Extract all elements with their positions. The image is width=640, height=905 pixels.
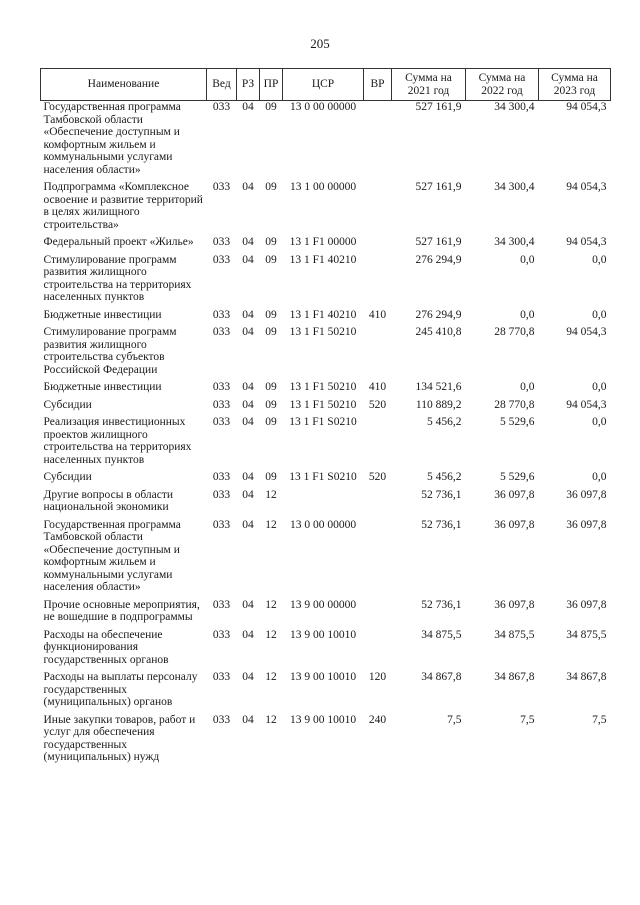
row-sum-2021: 110 889,2 [415,398,462,411]
table-row [41,181,611,236]
row-vr [364,489,392,519]
row-sum-2022: 7,5 [520,713,535,726]
row-pr: 09 [265,101,277,113]
row-rz: 04 [242,518,254,531]
row-sum-2023: 36 097,8 [566,488,607,501]
row-sum-2022: 5 529,6 [500,416,535,428]
row-rz: 04 [242,101,254,113]
row-vr: 410 [368,308,387,321]
row-pr: 09 [265,181,277,193]
table-row [41,714,611,769]
row-csr: 13 1 00 00000 [289,181,357,193]
row-sum-2021: 276 294,9 [415,253,462,266]
row-ved: 033 [212,381,231,393]
row-pr: 09 [265,253,277,266]
row-vr [364,519,392,599]
row-name: Стимулирование программ развития жилищного строительства на территориях населенных пунктов [43,253,192,303]
row-vr [364,416,392,471]
row-sum-2022: 36 097,8 [494,518,535,531]
row-ved: 033 [212,713,231,726]
row-sum-2023: 0,0 [592,381,607,393]
table-row [41,309,611,327]
row-csr: 13 9 00 10010 [289,713,357,726]
row-ved: 033 [212,416,231,428]
row-pr: 12 [265,598,277,611]
row-rz: 04 [242,308,254,321]
row-sum-2023: 0,0 [592,308,607,321]
row-sum-2023: 7,5 [592,713,607,726]
row-pr: 12 [265,713,277,726]
row-vr: 240 [368,713,387,726]
row-sum-2023: 94 054,3 [566,181,607,193]
row-csr: 13 1 F1 00000 [289,236,357,248]
row-vr [364,599,392,629]
row-ved: 033 [212,471,231,483]
row-sum-2021: 7,5 [447,713,462,726]
row-ved: 033 [212,488,231,501]
row-sum-2022: 34 300,4 [494,236,535,248]
row-pr: 12 [265,671,277,683]
row-sum-2022: 36 097,8 [494,598,535,611]
row-name: Прочие основные мероприятия, не вошедшие в подпрограммы [43,598,200,623]
row-ved: 033 [212,236,231,248]
row-name: Бюджетные инвестиции [43,381,162,393]
row-sum-2023: 0,0 [592,471,607,483]
row-pr: 09 [265,398,277,411]
header-vr: ВР [364,69,392,101]
row-rz: 04 [242,381,254,393]
row-name: Субсидии [43,471,92,483]
row-vr [364,236,392,254]
row-rz: 04 [242,416,254,428]
table-row [41,471,611,489]
row-vr [364,254,392,309]
row-name: Расходы на обеспечение функционирования государственных органов [43,628,169,666]
header-ved: Вед [207,69,237,101]
row-rz: 04 [242,398,254,411]
row-sum-2021: 52 736,1 [421,598,462,611]
row-ved: 033 [212,671,231,683]
row-name: Государственная программа Тамбовской области «Обеспечение доступным и комфортным жильем и коммунальными услугами населения области» [43,518,181,593]
table-header [41,69,611,101]
table-row [41,254,611,309]
table-row [41,416,611,471]
row-pr: 12 [265,518,277,531]
header-sum-2022: Сумма на 2022 год [466,69,539,101]
row-csr: 13 9 00 00000 [289,598,357,611]
row-csr: 13 0 00 00000 [289,101,357,113]
table-row [41,101,611,182]
table-row [41,671,611,714]
budget-table [40,68,611,769]
row-name: Подпрограмма «Комплексное освоение и развитие территорий в целях жилищного строительства» [43,181,203,231]
row-vr [364,101,392,182]
row-sum-2023: 94 054,3 [566,236,607,248]
row-ved: 033 [212,628,231,641]
header-name: Наименование [41,69,207,101]
header-pr: ПР [260,69,283,101]
row-csr: 13 1 F1 S0210 [289,471,357,483]
row-sum-2022: 0,0 [520,253,535,266]
row-ved: 033 [212,308,231,321]
row-sum-2023: 36 097,8 [566,518,607,531]
row-pr: 12 [265,488,277,501]
row-vr [364,326,392,381]
row-vr: 520 [368,471,387,483]
row-ved: 033 [212,181,231,193]
row-sum-2022: 0,0 [520,381,535,393]
row-rz: 04 [242,236,254,248]
header-rz: РЗ [237,69,260,101]
table-row [41,381,611,399]
row-vr [364,629,392,672]
row-rz: 04 [242,713,254,726]
row-sum-2023: 94 054,3 [566,398,607,411]
row-name: Реализация инвестиционных проектов жилищного строительства на территориях населенных пунктов [43,416,192,466]
row-vr: 120 [368,671,387,683]
row-sum-2021: 276 294,9 [415,308,462,321]
row-rz: 04 [242,671,254,683]
row-csr: 13 1 F1 S0210 [289,416,357,428]
row-sum-2021: 134 521,6 [415,381,462,393]
table-row [41,236,611,254]
row-vr: 410 [368,381,387,393]
row-sum-2023: 94 054,3 [566,326,607,338]
row-name: Субсидии [43,398,92,411]
row-ved: 033 [212,253,231,266]
table-row [41,599,611,629]
row-rz: 04 [242,181,254,193]
row-ved: 033 [212,326,231,338]
row-csr: 13 1 F1 50210 [289,398,357,411]
row-name: Иные закупки товаров, работ и услуг для обеспечения государственных (муниципальных) нужд [43,713,196,763]
row-rz: 04 [242,628,254,641]
row-sum-2022: 0,0 [520,308,535,321]
table-body [41,101,611,769]
row-name: Бюджетные инвестиции [43,308,162,321]
row-sum-2022: 28 770,8 [494,326,535,338]
row-csr: 13 1 F1 40210 [289,253,357,266]
row-ved: 033 [212,101,231,113]
row-sum-2022: 34 875,5 [494,628,535,641]
row-csr [283,489,364,519]
row-vr: 520 [368,398,387,411]
row-rz: 04 [242,598,254,611]
table-row [41,399,611,417]
row-name: Расходы на выплаты персоналу государственных (муниципальных) органов [43,671,198,708]
row-sum-2021: 5 456,2 [427,416,462,428]
row-ved: 033 [212,518,231,531]
row-sum-2022: 5 529,6 [500,471,535,483]
row-pr: 09 [265,308,277,321]
table-row [41,489,611,519]
row-sum-2023: 94 054,3 [566,101,607,113]
row-pr: 12 [265,628,277,641]
row-pr: 09 [265,236,277,248]
row-sum-2022: 36 097,8 [494,488,535,501]
row-sum-2022: 34 867,8 [494,671,535,683]
header-csr: ЦСР [283,69,364,101]
row-rz: 04 [242,488,254,501]
row-rz: 04 [242,471,254,483]
row-csr: 13 1 F1 40210 [289,308,357,321]
row-name: Стимулирование программ развития жилищного строительства субъектов Российской Федерации [43,326,177,376]
row-ved: 033 [212,598,231,611]
row-sum-2023: 34 867,8 [566,671,607,683]
row-sum-2023: 34 875,5 [566,628,607,641]
row-sum-2021: 527 161,9 [415,181,462,193]
row-sum-2023: 0,0 [592,253,607,266]
row-sum-2021: 52 736,1 [421,518,462,531]
row-csr: 13 1 F1 50210 [289,381,357,393]
row-sum-2021: 527 161,9 [415,236,462,248]
row-name: Федеральный проект «Жилье» [43,236,194,248]
row-sum-2021: 34 867,8 [421,671,462,683]
row-name: Государственная программа Тамбовской области «Обеспечение доступным и комфортным жильем и коммунальными услугами населения области» [43,101,181,176]
row-rz: 04 [242,253,254,266]
row-pr: 09 [265,471,277,483]
page-number: 205 [310,36,330,51]
row-sum-2021: 527 161,9 [415,101,462,113]
header-sum-2021: Сумма на 2021 год [392,69,466,101]
row-name: Другие вопросы в области национальной экономики [43,488,174,513]
row-sum-2022: 34 300,4 [494,101,535,113]
row-csr: 13 9 00 10010 [289,671,357,683]
row-vr [364,181,392,236]
row-sum-2022: 28 770,8 [494,398,535,411]
table-row [41,519,611,599]
row-csr: 13 1 F1 50210 [289,326,357,338]
row-sum-2021: 5 456,2 [427,471,462,483]
row-ved: 033 [212,398,231,411]
header-sum-2023: Сумма на 2023 год [539,69,611,101]
row-sum-2021: 245 410,8 [415,326,462,338]
row-pr: 09 [265,416,277,428]
row-csr: 13 9 00 10010 [289,628,357,641]
row-csr: 13 0 00 00000 [289,518,357,531]
row-sum-2021: 34 875,5 [421,628,462,641]
table-row [41,326,611,381]
row-sum-2023: 36 097,8 [566,598,607,611]
row-pr: 09 [265,381,277,393]
row-pr: 09 [265,326,277,338]
row-sum-2022: 34 300,4 [494,181,535,193]
row-sum-2021: 52 736,1 [421,488,462,501]
row-rz: 04 [242,326,254,338]
table-row [41,629,611,672]
row-sum-2023: 0,0 [592,416,607,428]
